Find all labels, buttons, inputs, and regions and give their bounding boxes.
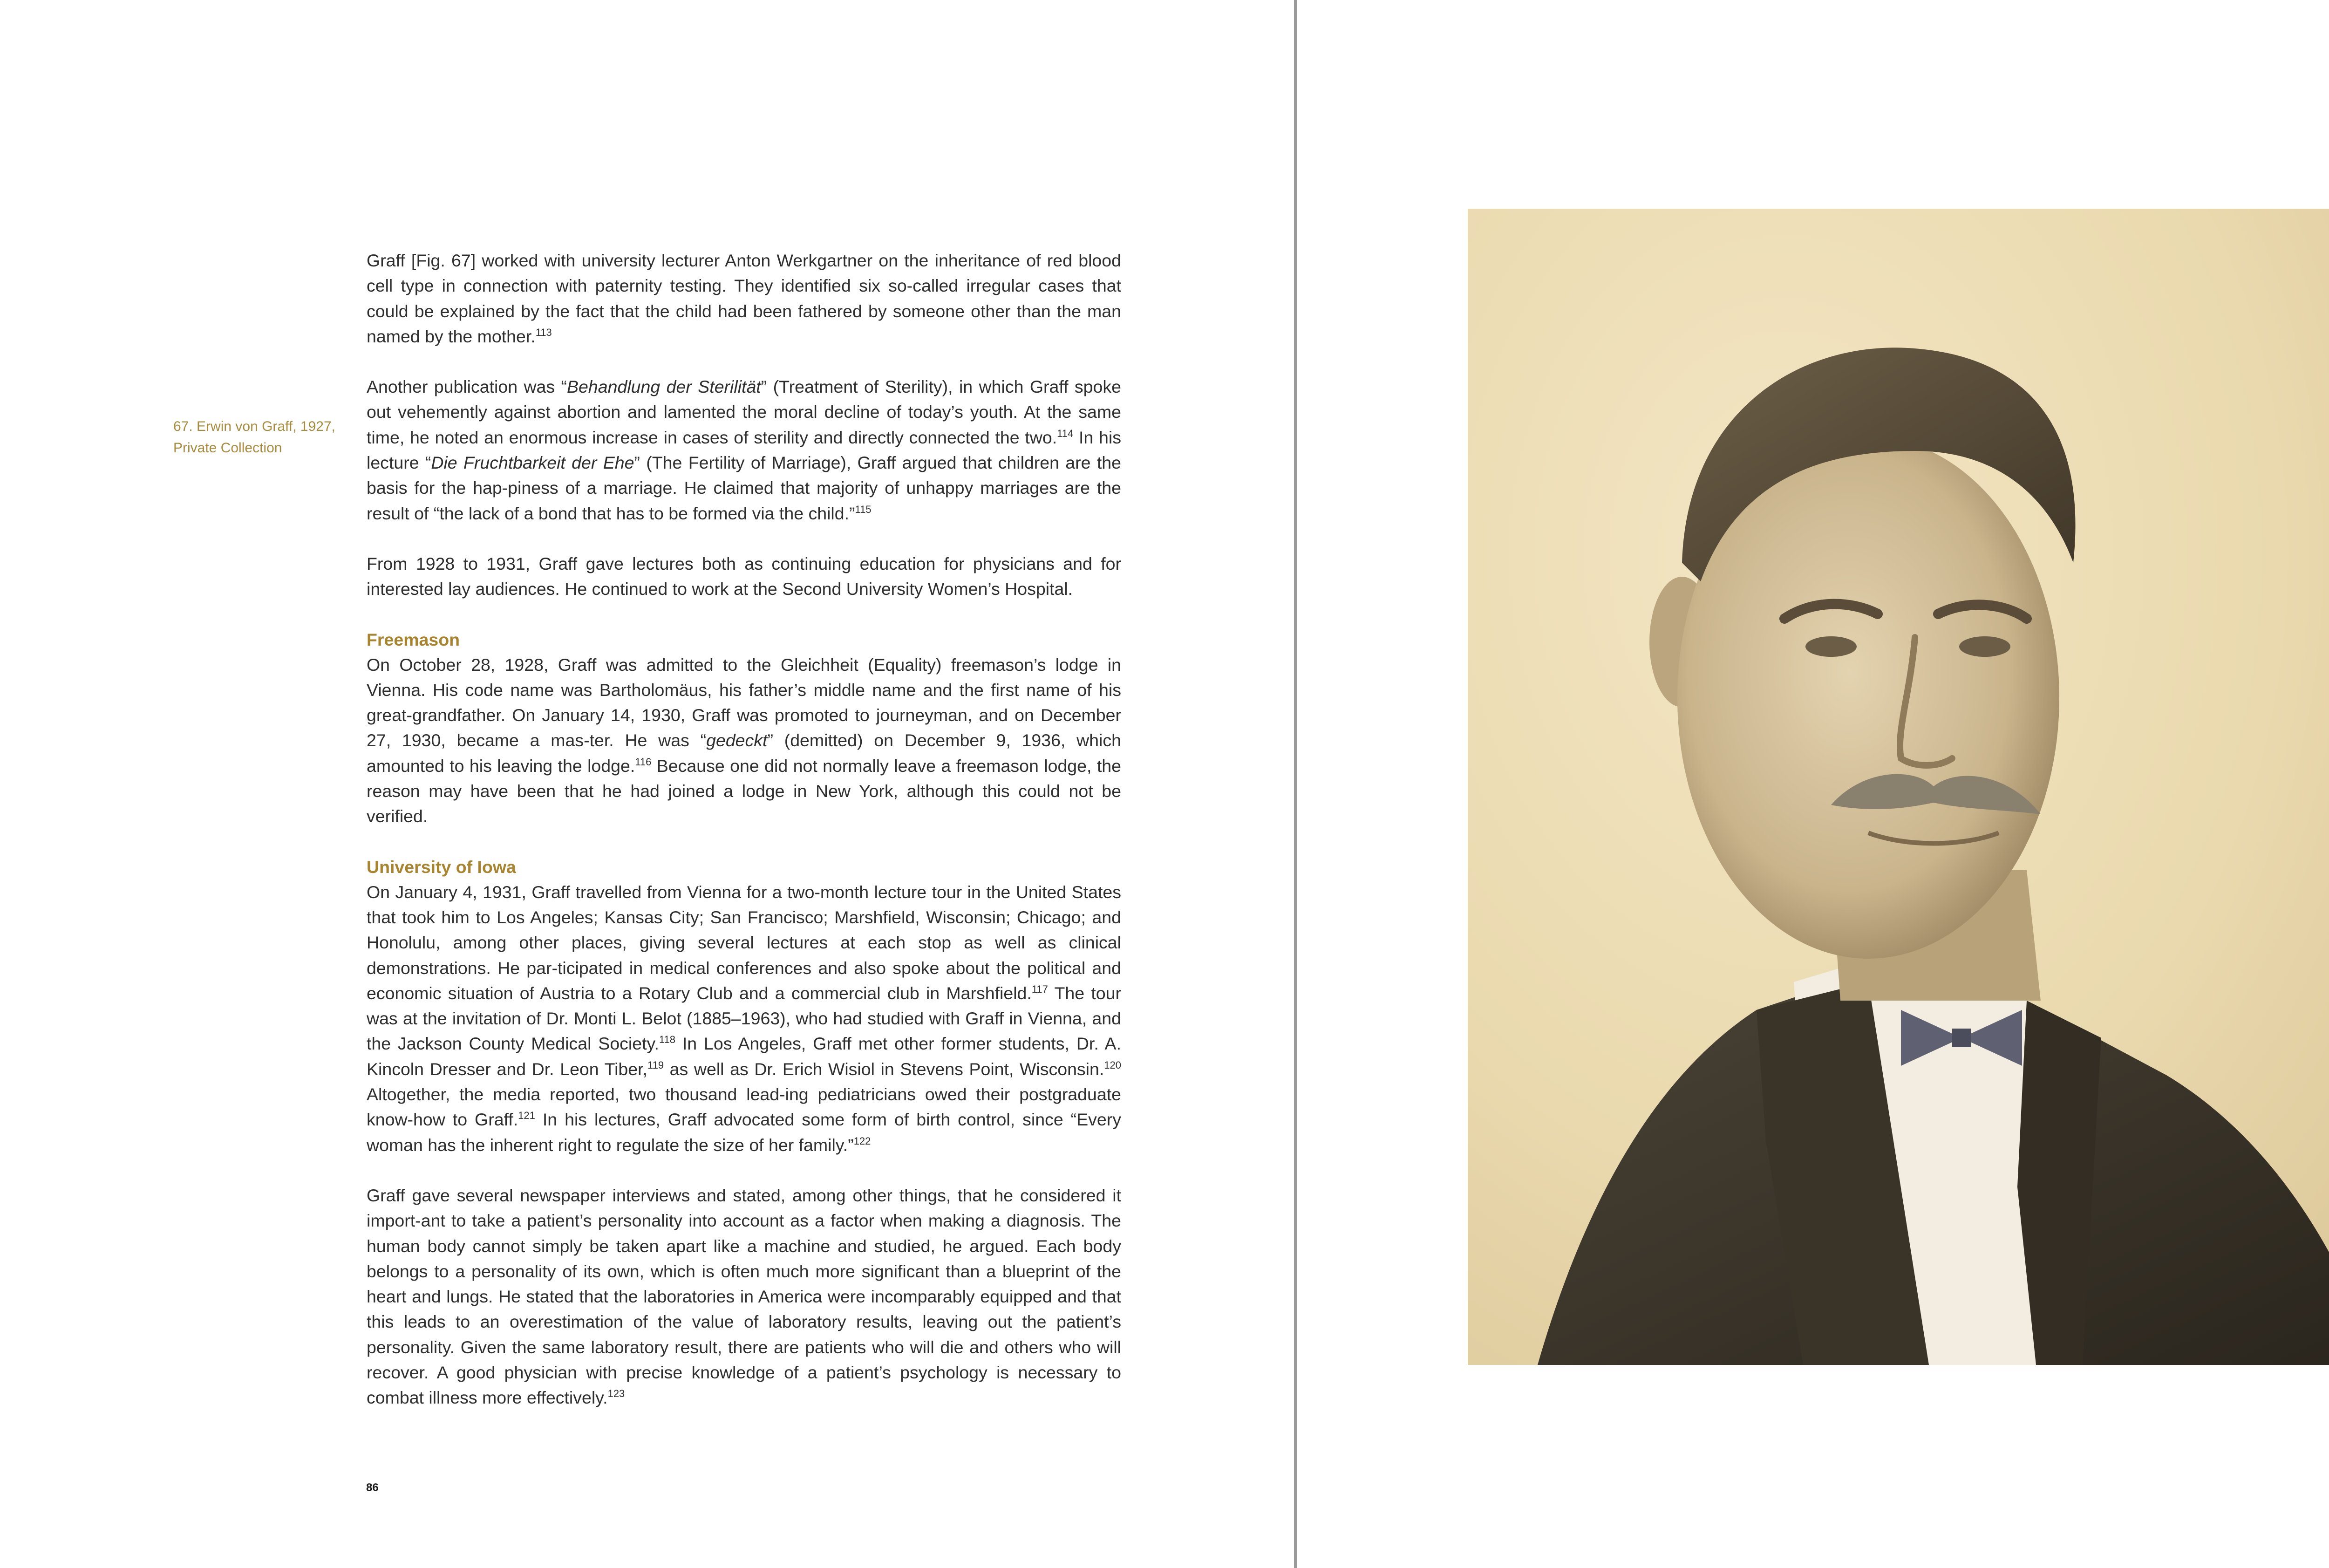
italic-title: Die Fruchtbarkeit der Ehe xyxy=(431,453,634,473)
figure-caption xyxy=(173,416,350,459)
text-run: Graff gave several newspaper interviews and stated, among other things, that he considered it import-ant to take a patient’s personality into account as a factor when making a diagnosis. The human body cannot simply be taken apart like a machine and studied, he argued. Each body belongs to a personality of its own, which is often much more significant than a blueprint of the heart and lungs. He stated that the laboratories in America were incomparably equipped and that this leads to an overestimation of the value of laboratory results, leaving out the patient’s personality. Given the same laboratory result, there are patients who will die and others who will recover. A good physician with precise knowledge of a patient’s psychology is necessary to combat illness more effectively. xyxy=(367,1185,1121,1408)
footnote-marker: 113 xyxy=(535,326,552,338)
section-heading: Freemason xyxy=(367,629,460,649)
text-run: In his lecture “ xyxy=(367,427,1121,473)
footnote-marker: 117 xyxy=(1031,983,1048,995)
page-number-left: 86 xyxy=(366,1481,379,1494)
caption-line-1: 67. Erwin von Graff, 1927, xyxy=(173,419,335,434)
text-run: Another publication was “ xyxy=(367,377,567,397)
text-run: as well as Dr. Erich Wisiol in Stevens Point, Wisconsin. xyxy=(664,1059,1104,1079)
text-run: In his lectures, Graff advocated some form of birth control, since “Every woman has the inherent right to regulate the size of her family.” xyxy=(367,1110,1121,1155)
text-run: ” (The Fertility of Marriage), Graff argued that children are the basis for the hap-piness of a marriage. He claimed that majority of unhappy marriages are the result of “the lack of a bond that has to be formed via the child.” xyxy=(367,453,1121,523)
body-paragraph xyxy=(367,1183,1121,1411)
footnote-marker: 120 xyxy=(1104,1059,1121,1071)
footnote-marker: 119 xyxy=(647,1059,664,1071)
footnote-marker: 118 xyxy=(659,1034,675,1046)
body-paragraph xyxy=(367,652,1121,829)
body-paragraph xyxy=(367,248,1121,349)
text-run: Because one did not normally leave a freemason lodge, the reason may have been that he had joined a lodge in New York, although this could not be verified. xyxy=(367,756,1121,826)
body-paragraph xyxy=(367,879,1121,1158)
text-run: Altogether, the media reported, two thousand lead-ing pediatricians owed their postgraduate know-how to Graff. xyxy=(367,1084,1121,1130)
footnote-marker: 123 xyxy=(607,1388,625,1400)
footnote-marker: 114 xyxy=(1057,427,1074,439)
body-text-column xyxy=(367,248,1121,1436)
footnote-marker: 115 xyxy=(855,503,872,515)
text-run: ” (Treatment of Sterility), in which Graff spoke out vehemently against abortion and lamented the moral decline of today’s youth. At the same time, he noted an enormous increase in cases of sterility and directly connected the two. xyxy=(367,377,1121,447)
text-run: Graff [Fig. 67] worked with university lecturer Anton Werkgartner on the inheritance of red blood cell type in connection with paternity testing. They identified six so-called irregular cases that could be explained by the fact that the child had been fathered by someone other than the man named by the mother. xyxy=(367,251,1121,346)
italic-title: Behandlung der Sterilität xyxy=(567,377,761,397)
italic-title: gedeckt xyxy=(706,730,768,750)
footnote-marker: 116 xyxy=(635,756,652,768)
body-paragraph xyxy=(367,551,1121,602)
footnote-marker: 121 xyxy=(518,1110,535,1122)
text-run: From 1928 to 1931, Graff gave lectures both as continuing education for physicians and for interested lay audiences. He continued to work at the Second University Women’s Hospital. xyxy=(367,553,1121,599)
text-run: In Los Angeles, Graff met other former students, Dr. A. Kincoln Dresser and Dr. Leon Tiber, xyxy=(367,1034,1121,1079)
text-run: ” (demitted) on December 9, 1936, which amounted to his leaving the lodge. xyxy=(367,730,1121,776)
text-run: On January 4, 1931, Graff travelled from Vienna for a two-month lecture tour in the United States that took him to Los Angeles; Kansas City; San Francisco; Marshfield, Wisconsin; Chicago; and Honolulu, among other places, giving several lectures at each stop as well as clinical demonstrations. He par-ticipated in medical conferences and also spoke about the political and economic situation of Austria to a Rotary Club and a commercial club in Marshfield. xyxy=(367,882,1121,1003)
portrait-photograph-icon xyxy=(1468,209,2329,1365)
footnote-marker: 122 xyxy=(853,1135,871,1147)
section-heading: University of Iowa xyxy=(367,857,516,877)
text-run: On October 28, 1928, Graff was admitted to the Gleichheit (Equality) freemason’s lodge in Vienna. His code name was Bartholomäus, his father’s middle name and the first name of his great-grandfather. On January 14, 1930, Graff was promoted to journeyman, and on December 27, 1930, became a mas-ter. He was “ xyxy=(367,654,1121,750)
text-run: The tour was at the invitation of Dr. Monti L. Belot (1885–1963), who had studied with Graff in Vienna, and the Jackson County Medical Society. xyxy=(367,983,1121,1054)
body-paragraph xyxy=(367,374,1121,526)
caption-line-2: Private Collection xyxy=(173,440,282,456)
